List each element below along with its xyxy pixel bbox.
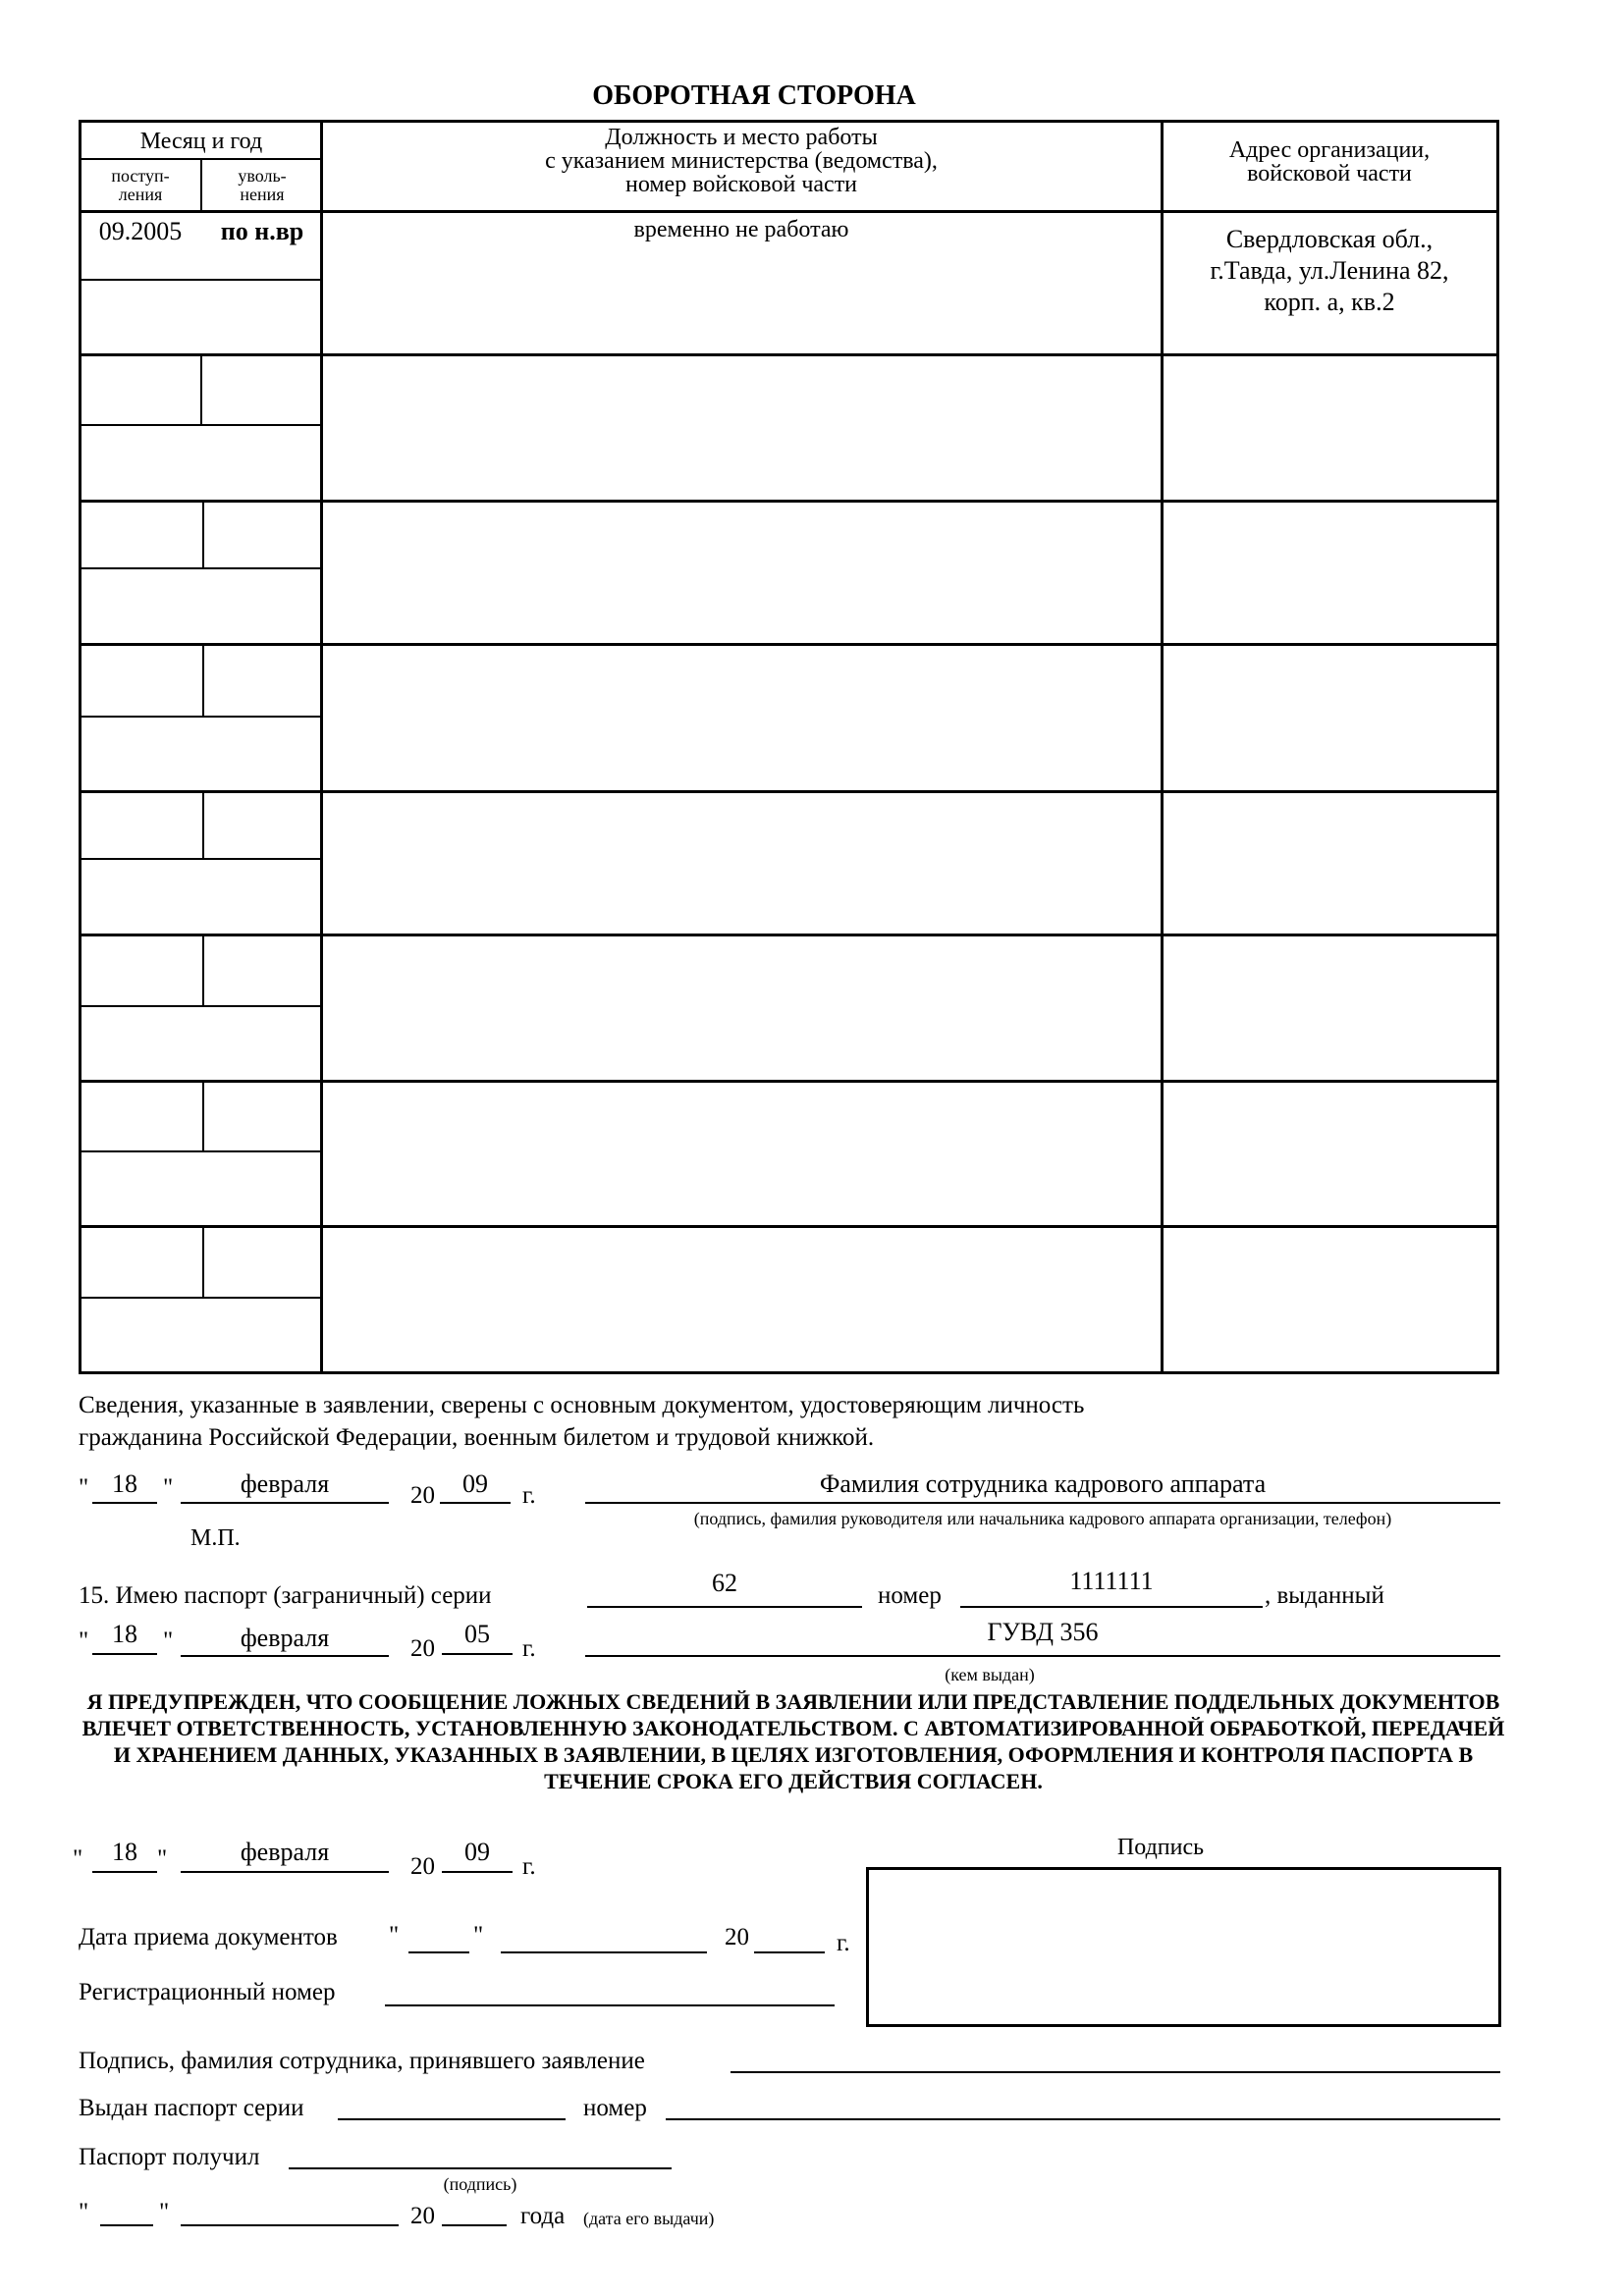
verification-text-1: Сведения, указанные в заявлении, сверены с основным документом, удостоверяющим личность [79, 1392, 1085, 1418]
verification-month: февраля [240, 1469, 330, 1498]
date-sub-separator [79, 1150, 322, 1152]
year-prefix: 20 [410, 1482, 435, 1509]
issued-number-field[interactable] [666, 2118, 1500, 2120]
date-sub-separator [79, 858, 322, 860]
issued-number-label: номер [583, 2095, 647, 2121]
quote-open: " [79, 1628, 89, 1654]
issued-series-field[interactable] [338, 2118, 566, 2120]
quote-close: " [157, 1845, 168, 1872]
year-prefix: 20 [410, 1635, 435, 1662]
quote-open: " [389, 1922, 400, 1949]
passport-year: 05 [464, 1620, 490, 1648]
entry-exit-divider [202, 500, 204, 569]
quote-open: " [79, 2199, 89, 2225]
issue-year-field[interactable] [442, 2224, 507, 2226]
row1-exit-date: по н.вр [220, 217, 304, 245]
page-title: ОБОРОТНАЯ СТОРОНА [592, 80, 916, 111]
quote-open: " [79, 1474, 89, 1501]
row1-address: Свердловская обл., г.Тавда, ул.Ленина 82, корп. а, кв.2 [1210, 225, 1449, 316]
passport-day: 18 [112, 1620, 137, 1648]
table-right-border [1496, 120, 1499, 1374]
quote-close: " [163, 1474, 174, 1501]
applicant-month: февраля [240, 1838, 330, 1866]
received-day-field[interactable] [408, 1951, 469, 1953]
issued-series-label: Выдан паспорт серии [79, 2095, 304, 2121]
header-month-year: Месяц и год [139, 129, 263, 154]
year-suffix: г. [522, 1635, 536, 1662]
table-bottom-border [79, 1371, 1499, 1374]
row-separator [79, 643, 1499, 646]
hr-officer-caption: (подпись, фамилия руководителя или начальника кадрового аппарата организации, телефон) [693, 1509, 1392, 1528]
underline [92, 1502, 157, 1504]
header-position: Должность и место работы с указанием министерства (ведомства), номер войсковой части [545, 125, 938, 197]
table-divider-date [320, 120, 323, 1374]
row-separator [79, 934, 1499, 936]
passport-issuer-caption: (кем выдан) [945, 1665, 1035, 1684]
underline [92, 1653, 157, 1655]
quote-close: " [159, 2199, 170, 2225]
quote-close: " [473, 1922, 484, 1949]
date-sub-separator [79, 567, 322, 569]
reg-number-field[interactable] [385, 2004, 835, 2006]
received-by-field[interactable] [289, 2167, 672, 2169]
underline [440, 1502, 511, 1504]
entry-exit-divider [202, 934, 204, 1007]
row-separator [79, 500, 1499, 503]
row-separator [79, 1225, 1499, 1228]
passport-number-label: номер [878, 1582, 942, 1609]
underline [181, 1871, 389, 1873]
verification-day: 18 [112, 1469, 137, 1498]
row-separator [79, 353, 1499, 356]
passport-month: февраля [240, 1624, 330, 1652]
signature-box[interactable] [866, 1867, 1501, 2027]
verification-text-2: гражданина Российской Федерации, военным билетом и трудовой книжкой. [79, 1424, 875, 1451]
header-address: Адрес организации, войсковой части [1228, 137, 1431, 187]
received-date-label: Дата приема документов [79, 1924, 338, 1950]
signature-label: Подпись [1116, 1835, 1205, 1860]
hr-officer-name: Фамилия сотрудника кадрового аппарата [819, 1469, 1267, 1498]
date-caption: (дата его выдачи) [583, 2209, 715, 2228]
underline [585, 1502, 1500, 1504]
applicant-day: 18 [112, 1838, 137, 1866]
underline [585, 1655, 1500, 1657]
entry-exit-divider [202, 790, 204, 859]
header-bottom-border [79, 210, 1499, 213]
underline [587, 1606, 862, 1608]
table-top-border [79, 120, 1499, 123]
passport-issued-label: , выданный [1265, 1582, 1384, 1609]
signature-caption: (подпись) [443, 2174, 517, 2194]
date-sub-separator [79, 1297, 322, 1299]
year-suffix: г. [522, 1853, 536, 1880]
table-left-border [79, 120, 81, 1374]
passport-issuer: ГУВД 356 [987, 1618, 1099, 1646]
row1-position: временно не работаю [633, 217, 849, 242]
row1-entry-date: 09.2005 [98, 217, 183, 245]
received-by-label: Паспорт получил [79, 2144, 260, 2170]
entry-exit-divider [202, 1225, 204, 1299]
year-prefix: 20 [725, 1924, 749, 1950]
applicant-year: 09 [464, 1838, 490, 1866]
legal-warning: Я ПРЕДУПРЕЖДЕН, ЧТО СООБЩЕНИЕ ЛОЖНЫХ СВЕДЕНИЙ В ЗАЯВЛЕНИИ ИЛИ ПРЕДСТАВЛЕНИЕ ПОДДЕЛЬНЫХ ДОКУМЕНТОВ ВЛЕЧЕТ ОТВЕТСТВЕННОСТЬ, УСТАНОВЛЕННУЮ ЗАКОНОДАТЕЛЬСТВОМ. С АВТОМАТИЗИРОВАННОЙ ОБРАБОТКОЙ, ПЕРЕДАЧЕЙ И ХРАНЕНИЕМ ДАННЫХ, УКАЗАННЫХ В ЗАЯВЛЕНИИ, В ЦЕЛЯХ ИЗГОТОВЛЕНИЯ, ОФОРМЛЕНИЯ И КОНТРОЛЯ ПАСПОРТА В ТЕЧЕНИЕ СРОКА ЕГО ДЕЙСТВИЯ СОГЛАСЕН. [81, 1689, 1505, 1793]
date-sub-separator [79, 1005, 322, 1007]
header-entry: поступ- ления [111, 166, 170, 204]
header-entry-exit-divider [200, 158, 202, 212]
passport-number: 1111111 [1069, 1567, 1154, 1595]
quote-close: " [163, 1628, 174, 1654]
row-separator [79, 1080, 1499, 1083]
year-word: года [520, 2203, 566, 2229]
underline [442, 1653, 513, 1655]
underline [960, 1606, 1263, 1608]
year-prefix: 20 [410, 2203, 435, 2229]
header-exit: уволь- нения [238, 166, 287, 204]
received-year-field[interactable] [754, 1951, 825, 1953]
employee-signature-field[interactable] [731, 2071, 1500, 2073]
underline [181, 1655, 389, 1657]
date-sub-separator [79, 716, 322, 718]
passport-label: 15. Имею паспорт (заграничный) серии [79, 1582, 492, 1609]
entry-exit-divider [202, 643, 204, 717]
received-month-field[interactable] [501, 1951, 707, 1953]
year-suffix: г. [837, 1930, 850, 1956]
underline [92, 1871, 157, 1873]
issue-month-field[interactable] [181, 2224, 399, 2226]
underline [181, 1502, 389, 1504]
verification-year: 09 [462, 1469, 488, 1498]
underline [442, 1871, 513, 1873]
date-sub-separator [79, 279, 322, 281]
stamp-label: М.П. [190, 1525, 241, 1551]
passport-series: 62 [712, 1569, 737, 1597]
year-suffix: г. [522, 1482, 536, 1509]
row-separator [79, 790, 1499, 793]
reg-number-label: Регистрационный номер [79, 1979, 336, 2005]
quote-open: " [73, 1845, 83, 1872]
employee-signature-label: Подпись, фамилия сотрудника, принявшего заявление [79, 2048, 645, 2074]
issue-day-field[interactable] [100, 2224, 153, 2226]
year-prefix: 20 [410, 1853, 435, 1880]
entry-exit-divider [202, 1080, 204, 1152]
entry-exit-divider [200, 353, 202, 426]
